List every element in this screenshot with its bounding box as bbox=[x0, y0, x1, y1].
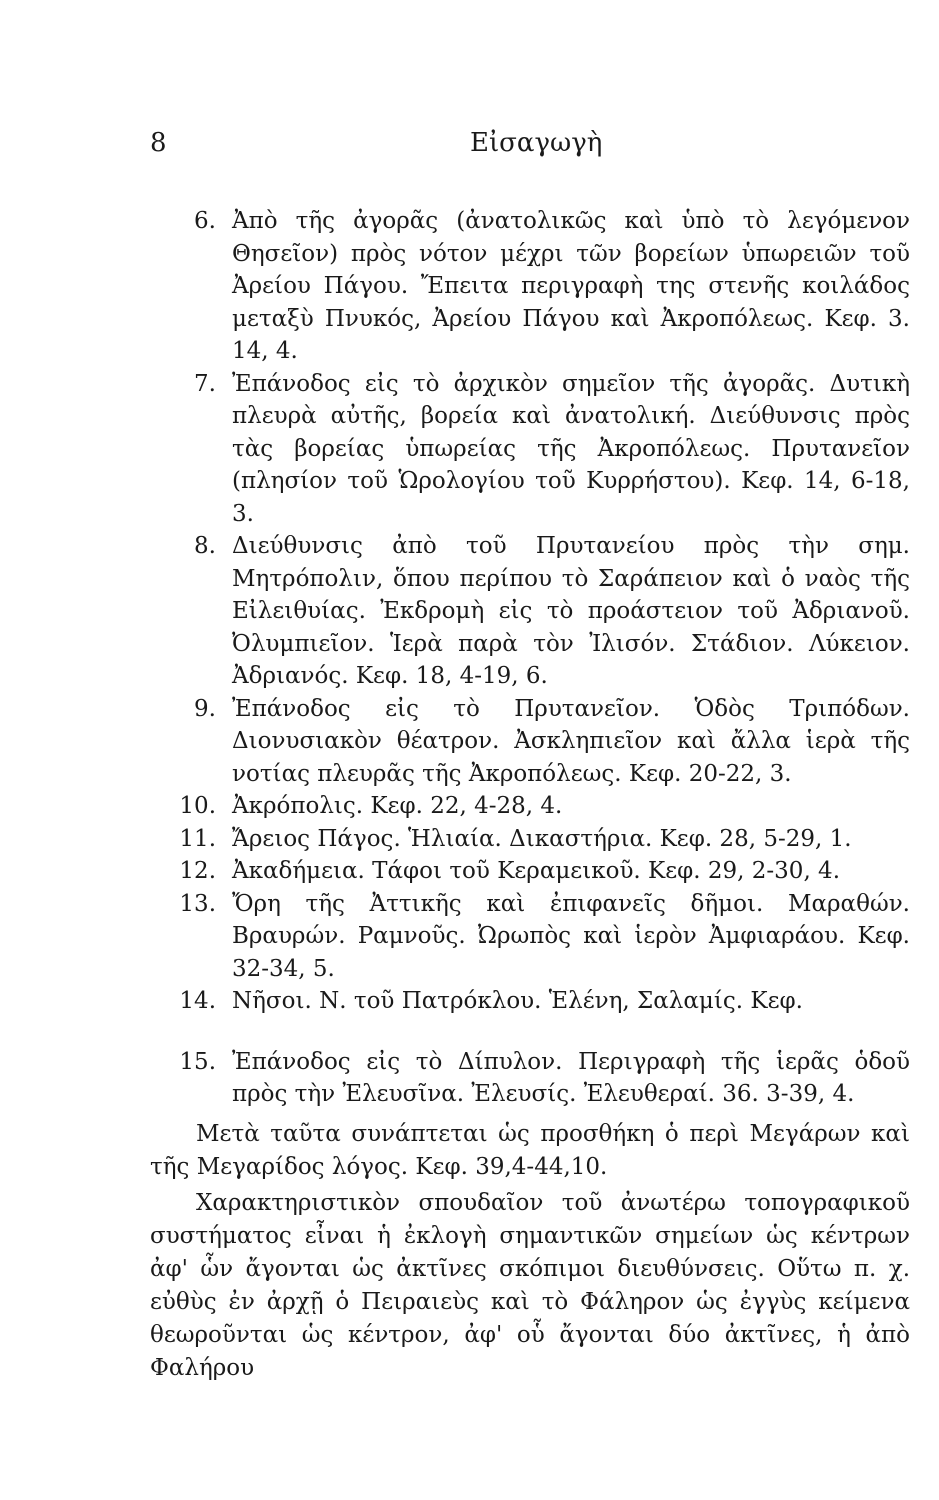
list-item bbox=[150, 693, 910, 791]
page-number: 8 bbox=[150, 128, 167, 158]
item-number: 10. bbox=[179, 793, 216, 819]
body-paragraphs bbox=[150, 1118, 910, 1388]
list-item bbox=[150, 855, 910, 888]
item-text: Διεύθυνσις ἀπὸ τοῦ Πρυτανείου πρὸς τὴν σημ. Μητρόπολιν, ὅπου περίπου τὸ Σαράπειον καὶ ὁ ναὸς τῆς Εἰλειθυίας. Ἐκδρομὴ εἰς τὸ προάστειον τοῦ Ἀδριανοῦ. Ὀλυμπιεῖον. Ἱερὰ παρὰ τὸν Ἰλισόν. Στάδιον. Λύκειον. Ἀδριανός. Κεφ. 18, 4-19, 6. bbox=[232, 533, 910, 689]
item-text: Ἐπάνοδος εἰς τὸ Δίπυλον. Περιγραφὴ τῆς ἱερᾶς ὁδοῦ πρὸς τὴν Ἐλευσῖνα. Ἐλευσίς. Ἐλευθεραί. 36. 3-39, 4. bbox=[232, 1048, 910, 1107]
list-item bbox=[150, 790, 910, 823]
paragraph: Χαρακτηριστικὸν σπουδαῖον τοῦ ἀνωτέρω τοπογραφικοῦ συστήματος εἶναι ἡ ἐκλογὴ σημαντικῶν σημείων ὡς κέντρων ἀφ' ὧν ἄγονται ὡς ἀκτῖνες σκόπιμοι διευθύνσεις. Οὕτω π. χ. εὐθὺς ἐν ἀρχῇ ὁ Πειραιεὺς καὶ τὸ Φάληρον ὡς ἐγγὺς κείμενα θεωροῦνται ὡς κέντρον, ἀφ' οὗ ἄγονται δύο ἀκτῖνες, ἡ ἀπὸ Φαλήρου bbox=[150, 1190, 910, 1381]
list-item bbox=[150, 205, 910, 368]
item-text: Νῆσοι. Ν. τοῦ Πατρόκλου. Ἑλένη, Σαλαμίς. Κεφ. bbox=[232, 988, 803, 1014]
running-title: Εἰσαγωγὴ bbox=[470, 128, 603, 158]
item-number: 9. bbox=[194, 695, 216, 722]
item-number: 6. bbox=[194, 208, 216, 234]
item-number: 13. bbox=[179, 890, 216, 917]
item-text: Ἀπὸ τῆς ἀγορᾶς (ἀνατολικῶς καὶ ὑπὸ τὸ λεγόμενον Θησεῖον) πρὸς νότον μέχρι τῶν βορείων ὑπωρειῶν τοῦ Ἀρείου Πάγου. Ἔπειτα περιγραφὴ της στενῆς κοιλάδος μεταξὺ Πνυκός, Ἀρείου Πάγου καὶ Ἀκροπόλεως. Κεφ. 3. 14, 4. bbox=[232, 208, 910, 364]
item-text: Ἐπάνοδος εἰς τὸ ἀρχικὸν σημεῖον τῆς ἀγορᾶς. Δυτικὴ πλευρὰ αὐτῆς, βορεία καὶ ἀνατολική. Διεύθυνσις πρὸς τὰς βορείας ὑπωρείας τῆς Ἀκροπόλεως. Πρυτανεῖον (πλησίον τοῦ Ὡρολογίου τοῦ Κυρρήστου). Κεφ. 14, 6-18, 3. bbox=[232, 370, 910, 527]
item-number: 12. bbox=[179, 858, 216, 884]
item-number: 7. bbox=[194, 370, 216, 397]
item-text: Ἄρειος Πάγος. Ἡλιαία. Δικαστήρια. Κεφ. 28, 5-29, 1. bbox=[232, 825, 852, 852]
item-number: 11. bbox=[179, 825, 216, 852]
page-header bbox=[150, 128, 750, 172]
list-item bbox=[150, 530, 910, 693]
list-item bbox=[150, 1046, 910, 1111]
item-text: Ὄρη τῆς Ἀττικῆς καὶ ἐπιφανεῖς δῆμοι. Μαραθών. Βραυρών. Ραμνοῦς. Ὠρωπὸς καὶ ἱερὸν Ἀμφιαράου. Κεφ. 32-34, 5. bbox=[232, 890, 910, 982]
list-item bbox=[150, 823, 910, 856]
item-number: 15. bbox=[179, 1048, 216, 1075]
item-number: 8. bbox=[194, 533, 216, 559]
item-number: 14. bbox=[179, 988, 216, 1014]
item-text: Ἀκρόπολις. Κεφ. 22, 4-28, 4. bbox=[232, 793, 563, 819]
chapter-outline-list bbox=[150, 205, 910, 1111]
paragraph: Μετὰ ταῦτα συνάπτεται ὡς προσθήκη ὁ περὶ Μεγάρων καὶ τῆς Μεγαρίδος λόγος. Κεφ. 39,4-44,10. bbox=[150, 1121, 910, 1180]
list-item bbox=[150, 368, 910, 531]
item-text: Ἐπάνοδος εἰς τὸ Πρυτανεῖον. Ὁδὸς Τριπόδων. Διονυσιακὸν θέατρον. Ἀσκληπιεῖον καὶ ἄλλα ἱερὰ τῆς νοτίας πλευρᾶς τῆς Ἀκροπόλεως. Κεφ. 20-22, 3. bbox=[232, 695, 910, 787]
item-text: Ἀκαδήμεια. Τάφοι τοῦ Κεραμεικοῦ. Κεφ. 29, 2-30, 4. bbox=[232, 858, 841, 884]
list-item bbox=[150, 985, 910, 1018]
list-item bbox=[150, 888, 910, 986]
